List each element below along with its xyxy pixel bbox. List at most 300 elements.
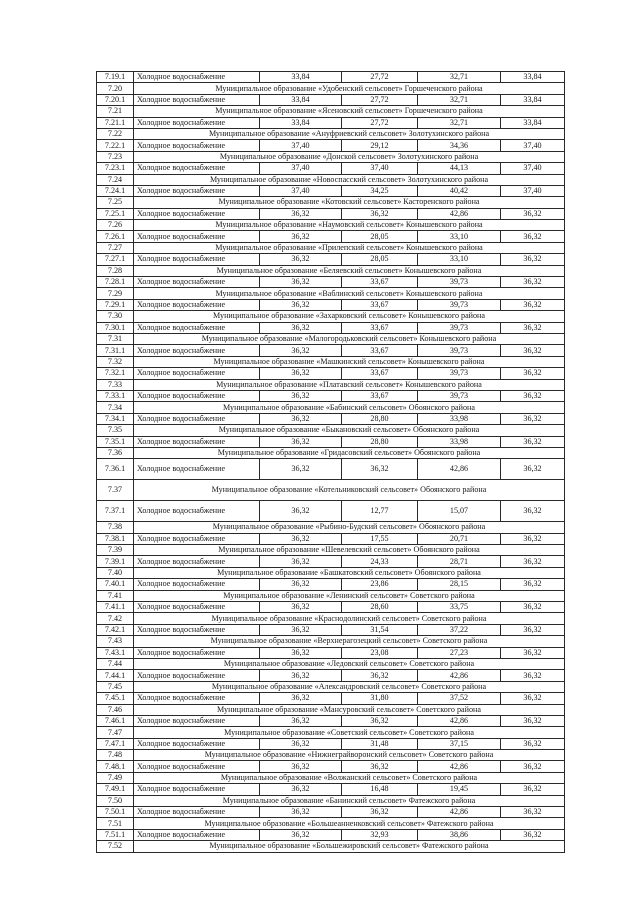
tariff-value: 36,32 xyxy=(501,459,565,480)
row-number: 7.36 xyxy=(97,447,134,458)
municipality-name: Муниципальное образование «Ленинский сельсовет» Советского района xyxy=(134,590,565,601)
row-number: 7.28 xyxy=(97,265,134,276)
tariff-value: 36,32 xyxy=(501,738,565,749)
tariff-value: 36,32 xyxy=(501,829,565,840)
row-number: 7.37.1 xyxy=(97,501,134,522)
service-name: Холодное водоснабжение xyxy=(134,345,260,356)
row-number: 7.19.1 xyxy=(97,72,134,83)
service-name: Холодное водоснабжение xyxy=(134,117,260,128)
tariff-value: 36,32 xyxy=(501,436,565,447)
service-name: Холодное водоснабжение xyxy=(134,670,260,681)
service-name: Холодное водоснабжение xyxy=(134,501,260,522)
tariff-value: 33,67 xyxy=(342,390,418,401)
tariff-value: 36,32 xyxy=(501,208,565,219)
row-number: 7.44.1 xyxy=(97,670,134,681)
row-number: 7.22.1 xyxy=(97,140,134,151)
tariff-value: 36,32 xyxy=(260,670,342,681)
tariff-table-page xyxy=(96,71,564,853)
tariff-value: 39,73 xyxy=(418,390,501,401)
row-number: 7.24.1 xyxy=(97,185,134,196)
tariff-row xyxy=(97,163,565,174)
row-number: 7.29 xyxy=(97,288,134,299)
tariff-row xyxy=(97,693,565,704)
tariff-value: 36,32 xyxy=(342,459,418,480)
service-name: Холодное водоснабжение xyxy=(134,693,260,704)
municipality-name: Муниципальное образование «Быкановский сельсовет» Обоянского района xyxy=(134,425,565,436)
tariff-value: 36,32 xyxy=(501,807,565,818)
tariff-value: 36,32 xyxy=(260,829,342,840)
service-name: Холодное водоснабжение xyxy=(134,602,260,613)
row-number: 7.35.1 xyxy=(97,436,134,447)
municipality-header-row xyxy=(97,795,565,806)
municipality-header-row xyxy=(97,818,565,829)
tariff-value: 19,45 xyxy=(418,784,501,795)
tariff-value: 32,71 xyxy=(418,72,501,83)
tariff-value: 28,71 xyxy=(418,556,501,567)
tariff-value: 36,32 xyxy=(501,368,565,379)
tariff-value: 37,40 xyxy=(501,185,565,196)
municipality-header-row xyxy=(97,425,565,436)
tariff-value: 36,32 xyxy=(260,784,342,795)
tariff-value: 36,32 xyxy=(260,390,342,401)
tariff-value: 36,32 xyxy=(501,322,565,333)
municipality-header-row xyxy=(97,242,565,253)
tariff-value: 36,32 xyxy=(260,715,342,726)
tariff-value: 27,23 xyxy=(418,647,501,658)
service-name: Холодное водоснабжение xyxy=(134,185,260,196)
tariff-row xyxy=(97,602,565,613)
tariff-value: 39,73 xyxy=(418,299,501,310)
tariff-value: 28,05 xyxy=(342,254,418,265)
tariff-table-body xyxy=(97,72,565,853)
tariff-value: 28,60 xyxy=(342,602,418,613)
tariff-value: 36,32 xyxy=(501,602,565,613)
municipality-name: Муниципальное образование «Башкатовский сельсовет» Обоянского района xyxy=(134,567,565,578)
tariff-value: 42,86 xyxy=(418,459,501,480)
row-number: 7.50.1 xyxy=(97,807,134,818)
municipality-header-row xyxy=(97,333,565,344)
row-number: 7.42 xyxy=(97,613,134,624)
municipality-name: Муниципальное образование «Ясеновский сельсовет» Горшеченского района xyxy=(134,106,565,117)
municipality-header-row xyxy=(97,841,565,852)
tariff-value: 28,15 xyxy=(418,579,501,590)
tariff-value: 38,86 xyxy=(418,829,501,840)
municipality-name: Муниципальное образование «Захарковский сельсовет» Конышевского района xyxy=(134,311,565,322)
tariff-value: 36,32 xyxy=(260,647,342,658)
tariff-value: 29,12 xyxy=(342,140,418,151)
service-name: Холодное водоснабжение xyxy=(134,163,260,174)
tariff-value: 36,32 xyxy=(260,299,342,310)
tariff-row xyxy=(97,647,565,658)
row-number: 7.23 xyxy=(97,151,134,162)
tariff-value: 36,32 xyxy=(501,501,565,522)
tariff-row xyxy=(97,761,565,772)
municipality-name: Муниципальное образование «Платавский сельсовет» Конышевского района xyxy=(134,379,565,390)
tariff-value: 36,32 xyxy=(260,761,342,772)
row-number: 7.28.1 xyxy=(97,277,134,288)
service-name: Холодное водоснабжение xyxy=(134,231,260,242)
row-number: 7.34.1 xyxy=(97,413,134,424)
row-number: 7.33.1 xyxy=(97,390,134,401)
row-number: 7.26 xyxy=(97,220,134,231)
tariff-value: 33,84 xyxy=(501,117,565,128)
tariff-row xyxy=(97,117,565,128)
row-number: 7.38.1 xyxy=(97,533,134,544)
tariff-value: 28,80 xyxy=(342,436,418,447)
tariff-value: 36,32 xyxy=(342,715,418,726)
tariff-value: 36,32 xyxy=(501,556,565,567)
municipality-header-row xyxy=(97,265,565,276)
municipality-header-row xyxy=(97,636,565,647)
service-name: Холодное водоснабжение xyxy=(134,368,260,379)
municipality-header-row xyxy=(97,402,565,413)
row-number: 7.25 xyxy=(97,197,134,208)
row-number: 7.38 xyxy=(97,522,134,533)
tariff-value: 36,32 xyxy=(260,807,342,818)
municipality-name: Муниципальное образование «Малогородьковский сельсовет» Конышевского района xyxy=(134,333,565,344)
tariff-row xyxy=(97,579,565,590)
municipality-header-row xyxy=(97,83,565,94)
tariff-row xyxy=(97,413,565,424)
tariff-value: 36,32 xyxy=(260,579,342,590)
tariff-row xyxy=(97,345,565,356)
tariff-value: 16,48 xyxy=(342,784,418,795)
tariff-value: 33,84 xyxy=(501,94,565,105)
municipality-name: Муниципальное образование «Ануфриевский сельсовет» Золотухинского района xyxy=(134,128,565,139)
municipality-header-row xyxy=(97,174,565,185)
row-number: 7.45 xyxy=(97,681,134,692)
tariff-value: 33,84 xyxy=(260,94,342,105)
tariff-row xyxy=(97,94,565,105)
row-number: 7.39 xyxy=(97,545,134,556)
municipality-header-row xyxy=(97,658,565,669)
row-number: 7.27 xyxy=(97,242,134,253)
tariff-value: 34,25 xyxy=(342,185,418,196)
municipality-header-row xyxy=(97,727,565,738)
municipality-name: Муниципальное образование «Банинский сельсовет» Фатежского района xyxy=(134,795,565,806)
row-number: 7.52 xyxy=(97,841,134,852)
tariff-value: 36,32 xyxy=(501,624,565,635)
tariff-value: 33,98 xyxy=(418,413,501,424)
tariff-value: 42,86 xyxy=(418,715,501,726)
row-number: 7.51.1 xyxy=(97,829,134,840)
service-name: Холодное водоснабжение xyxy=(134,459,260,480)
tariff-value: 39,73 xyxy=(418,368,501,379)
municipality-name: Муниципальное образование «Мансуровский сельсовет» Советского района xyxy=(134,704,565,715)
tariff-value: 36,32 xyxy=(501,533,565,544)
municipality-name: Муниципальное образование «Большеанненковский сельсовет» Фатежского района xyxy=(134,818,565,829)
tariff-value: 32,71 xyxy=(418,94,501,105)
tariff-value: 36,32 xyxy=(501,647,565,658)
tariff-value: 24,33 xyxy=(342,556,418,567)
tariff-value: 37,40 xyxy=(260,140,342,151)
tariff-value: 36,32 xyxy=(501,345,565,356)
tariff-value: 12,77 xyxy=(342,501,418,522)
service-name: Холодное водоснабжение xyxy=(134,277,260,288)
tariff-value: 42,86 xyxy=(418,761,501,772)
tariff-value: 36,32 xyxy=(501,390,565,401)
tariff-value: 42,86 xyxy=(418,208,501,219)
tariff-value: 36,32 xyxy=(260,254,342,265)
tariff-row xyxy=(97,738,565,749)
row-number: 7.34 xyxy=(97,402,134,413)
municipality-header-row xyxy=(97,288,565,299)
tariff-value: 36,32 xyxy=(260,459,342,480)
tariff-value: 20,71 xyxy=(418,533,501,544)
municipality-header-row xyxy=(97,356,565,367)
service-name: Холодное водоснабжение xyxy=(134,829,260,840)
tariff-row xyxy=(97,436,565,447)
service-name: Холодное водоснабжение xyxy=(134,254,260,265)
municipality-header-row xyxy=(97,772,565,783)
municipality-name: Муниципальное образование «Ледовский сельсовет» Советского района xyxy=(134,658,565,669)
service-name: Холодное водоснабжение xyxy=(134,390,260,401)
row-number: 7.20.1 xyxy=(97,94,134,105)
row-number: 7.40.1 xyxy=(97,579,134,590)
municipality-name: Муниципальное образование «Гридасовский сельсовет» Обоянского района xyxy=(134,447,565,458)
service-name: Холодное водоснабжение xyxy=(134,624,260,635)
tariff-value: 36,32 xyxy=(501,579,565,590)
tariff-value: 36,32 xyxy=(501,277,565,288)
tariff-value: 33,10 xyxy=(418,231,501,242)
tariff-value: 34,36 xyxy=(418,140,501,151)
row-number: 7.44 xyxy=(97,658,134,669)
municipality-name: Муниципальное образование «Краснодолинский сельсовет» Советского района xyxy=(134,613,565,624)
service-name: Холодное водоснабжение xyxy=(134,556,260,567)
municipality-header-row xyxy=(97,590,565,601)
tariff-value: 36,32 xyxy=(260,602,342,613)
municipality-name: Муниципальное образование «Волжанский сельсовет» Советского района xyxy=(134,772,565,783)
row-number: 7.47 xyxy=(97,727,134,738)
tariff-value: 33,84 xyxy=(260,117,342,128)
municipality-header-row xyxy=(97,750,565,761)
row-number: 7.31.1 xyxy=(97,345,134,356)
tariff-value: 32,93 xyxy=(342,829,418,840)
municipality-name: Муниципальное образование «Советский сельсовет» Советского района xyxy=(134,727,565,738)
tariff-value: 36,32 xyxy=(260,693,342,704)
row-number: 7.41 xyxy=(97,590,134,601)
tariff-value: 39,73 xyxy=(418,322,501,333)
row-number: 7.29.1 xyxy=(97,299,134,310)
row-number: 7.20 xyxy=(97,83,134,94)
tariff-row xyxy=(97,829,565,840)
row-number: 7.43.1 xyxy=(97,647,134,658)
tariff-value: 31,54 xyxy=(342,624,418,635)
tariff-value: 33,75 xyxy=(418,602,501,613)
service-name: Холодное водоснабжение xyxy=(134,715,260,726)
municipality-name: Муниципальное образование «Большежировский сельсовет» Фатежского района xyxy=(134,841,565,852)
municipality-name: Муниципальное образование «Удобенский сельсовет» Горшеченского района xyxy=(134,83,565,94)
row-number: 7.49.1 xyxy=(97,784,134,795)
tariff-row xyxy=(97,784,565,795)
row-number: 7.24 xyxy=(97,174,134,185)
tariff-value: 33,10 xyxy=(418,254,501,265)
tariff-row xyxy=(97,624,565,635)
municipality-name: Муниципальное образование «Александровский сельсовет» Советского района xyxy=(134,681,565,692)
tariff-value: 36,32 xyxy=(342,807,418,818)
service-name: Холодное водоснабжение xyxy=(134,322,260,333)
service-name: Холодное водоснабжение xyxy=(134,807,260,818)
municipality-header-row xyxy=(97,447,565,458)
service-name: Холодное водоснабжение xyxy=(134,299,260,310)
row-number: 7.27.1 xyxy=(97,254,134,265)
tariff-value: 36,32 xyxy=(501,784,565,795)
tariff-value: 36,32 xyxy=(260,345,342,356)
tariff-row xyxy=(97,368,565,379)
tariff-value: 36,32 xyxy=(260,277,342,288)
tariff-value: 23,86 xyxy=(342,579,418,590)
tariff-value: 37,22 xyxy=(418,624,501,635)
row-number: 7.49 xyxy=(97,772,134,783)
service-name: Холодное водоснабжение xyxy=(134,413,260,424)
tariff-value: 36,32 xyxy=(260,208,342,219)
municipality-name: Муниципальное образование «Рыбино-Будский сельсовет» Обоянского района xyxy=(134,522,565,533)
row-number: 7.31 xyxy=(97,333,134,344)
tariff-value: 36,32 xyxy=(260,436,342,447)
tariff-value: 33,67 xyxy=(342,299,418,310)
tariff-value: 27,72 xyxy=(342,94,418,105)
row-number: 7.21.1 xyxy=(97,117,134,128)
municipality-header-row xyxy=(97,106,565,117)
tariff-value: 32,71 xyxy=(418,117,501,128)
tariff-row xyxy=(97,459,565,480)
tariff-value: 31,48 xyxy=(342,738,418,749)
tariff-row xyxy=(97,715,565,726)
row-number: 7.26.1 xyxy=(97,231,134,242)
tariff-row xyxy=(97,277,565,288)
municipality-name: Муниципальное образование «Шевелевский сельсовет» Обоянского района xyxy=(134,545,565,556)
tariff-row xyxy=(97,501,565,522)
row-number: 7.48 xyxy=(97,750,134,761)
tariff-row xyxy=(97,208,565,219)
tariff-row xyxy=(97,231,565,242)
tariff-value: 36,32 xyxy=(342,761,418,772)
tariff-value: 39,73 xyxy=(418,345,501,356)
tariff-row xyxy=(97,254,565,265)
municipality-name: Муниципальное образование «Наумовский сельсовет» Конышевского района xyxy=(134,220,565,231)
tariff-value: 37,40 xyxy=(260,185,342,196)
tariff-row xyxy=(97,322,565,333)
service-name: Холодное водоснабжение xyxy=(134,533,260,544)
tariff-value: 36,32 xyxy=(260,501,342,522)
tariff-table xyxy=(96,71,565,853)
tariff-value: 36,32 xyxy=(260,738,342,749)
row-number: 7.45.1 xyxy=(97,693,134,704)
tariff-value: 36,32 xyxy=(501,231,565,242)
service-name: Холодное водоснабжение xyxy=(134,784,260,795)
municipality-name: Муниципальное образование «Машкинский сельсовет» Конышевского района xyxy=(134,356,565,367)
row-number: 7.42.1 xyxy=(97,624,134,635)
service-name: Холодное водоснабжение xyxy=(134,436,260,447)
service-name: Холодное водоснабжение xyxy=(134,579,260,590)
service-name: Холодное водоснабжение xyxy=(134,140,260,151)
municipality-header-row xyxy=(97,704,565,715)
service-name: Холодное водоснабжение xyxy=(134,647,260,658)
row-number: 7.35 xyxy=(97,425,134,436)
tariff-value: 23,08 xyxy=(342,647,418,658)
tariff-value: 42,86 xyxy=(418,670,501,681)
tariff-value: 36,32 xyxy=(260,368,342,379)
municipality-header-row xyxy=(97,220,565,231)
tariff-value: 37,40 xyxy=(260,163,342,174)
service-name: Холодное водоснабжение xyxy=(134,72,260,83)
row-number: 7.50 xyxy=(97,795,134,806)
tariff-row xyxy=(97,390,565,401)
tariff-value: 36,32 xyxy=(260,231,342,242)
municipality-header-row xyxy=(97,151,565,162)
row-number: 7.46.1 xyxy=(97,715,134,726)
tariff-value: 37,15 xyxy=(418,738,501,749)
tariff-value: 37,40 xyxy=(342,163,418,174)
tariff-value: 36,32 xyxy=(260,556,342,567)
tariff-value: 36,32 xyxy=(260,533,342,544)
tariff-row xyxy=(97,72,565,83)
row-number: 7.30.1 xyxy=(97,322,134,333)
row-number: 7.47.1 xyxy=(97,738,134,749)
municipality-name: Муниципальное образование «Верхнерагозецкий сельсовет» Советского района xyxy=(134,636,565,647)
tariff-row xyxy=(97,556,565,567)
municipality-name: Муниципальное образование «Прилепский сельсовет» Конышевского района xyxy=(134,242,565,253)
municipality-name: Муниципальное образование «Ваблинский сельсовет» Конышевского района xyxy=(134,288,565,299)
tariff-value: 33,67 xyxy=(342,368,418,379)
tariff-row xyxy=(97,533,565,544)
tariff-value: 33,84 xyxy=(260,72,342,83)
municipality-header-row xyxy=(97,128,565,139)
municipality-name: Муниципальное образование «Новоспасский сельсовет» Золотухинского района xyxy=(134,174,565,185)
row-number: 7.46 xyxy=(97,704,134,715)
tariff-value: 36,32 xyxy=(501,254,565,265)
tariff-value: 17,55 xyxy=(342,533,418,544)
row-number: 7.22 xyxy=(97,128,134,139)
municipality-name: Муниципальное образование «Котельниковский сельсовет» Обоянского района xyxy=(134,480,565,501)
municipality-header-row xyxy=(97,613,565,624)
tariff-value: 37,40 xyxy=(501,140,565,151)
tariff-row xyxy=(97,670,565,681)
row-number: 7.36.1 xyxy=(97,459,134,480)
tariff-value: 44,13 xyxy=(418,163,501,174)
row-number: 7.30 xyxy=(97,311,134,322)
tariff-value: 28,05 xyxy=(342,231,418,242)
tariff-row xyxy=(97,807,565,818)
service-name: Холодное водоснабжение xyxy=(134,761,260,772)
tariff-value: 33,67 xyxy=(342,277,418,288)
municipality-header-row xyxy=(97,545,565,556)
row-number: 7.48.1 xyxy=(97,761,134,772)
tariff-value: 36,32 xyxy=(260,624,342,635)
municipality-name: Муниципальное образование «Беляевский сельсовет» Конышевского района xyxy=(134,265,565,276)
service-name: Холодное водоснабжение xyxy=(134,94,260,105)
tariff-value: 36,32 xyxy=(501,413,565,424)
tariff-value: 36,32 xyxy=(501,299,565,310)
row-number: 7.32.1 xyxy=(97,368,134,379)
tariff-value: 28,80 xyxy=(342,413,418,424)
row-number: 7.21 xyxy=(97,106,134,117)
row-number: 7.40 xyxy=(97,567,134,578)
tariff-value: 37,52 xyxy=(418,693,501,704)
tariff-value: 36,32 xyxy=(260,413,342,424)
tariff-value: 36,32 xyxy=(342,208,418,219)
row-number: 7.51 xyxy=(97,818,134,829)
tariff-row xyxy=(97,299,565,310)
tariff-value: 36,32 xyxy=(501,715,565,726)
municipality-header-row xyxy=(97,522,565,533)
tariff-row xyxy=(97,185,565,196)
municipality-header-row xyxy=(97,197,565,208)
tariff-value: 15,07 xyxy=(418,501,501,522)
row-number: 7.39.1 xyxy=(97,556,134,567)
tariff-value: 31,80 xyxy=(342,693,418,704)
service-name: Холодное водоснабжение xyxy=(134,738,260,749)
